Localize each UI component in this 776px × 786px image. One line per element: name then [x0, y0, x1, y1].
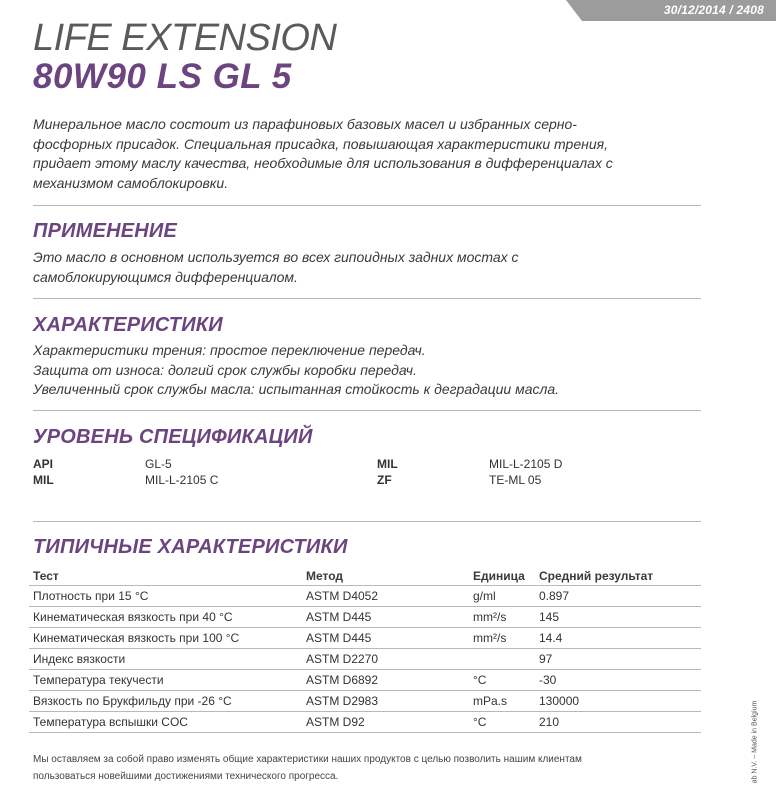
application-line: Это масло в основном используется во всех гипоидных задних мостах с	[33, 249, 519, 265]
cell-unit: °C	[473, 715, 487, 729]
cell-result: 210	[539, 715, 560, 729]
table-row	[29, 607, 701, 628]
section-divider	[33, 521, 701, 522]
cell-unit: g/ml	[473, 589, 496, 603]
cell-result: 145	[539, 610, 560, 624]
application-line: самоблокирующимся дифференциалом.	[33, 268, 298, 285]
characteristics-line: Увеличенный срок службы масла: испытанная стойкость к деградации масла.	[33, 381, 560, 397]
cell-unit: °C	[473, 673, 487, 687]
cell-method: ASTM D92	[306, 715, 365, 729]
cell-result: 97	[539, 652, 553, 666]
cell-test: Индекс вязкости	[33, 652, 126, 666]
spec-key: MIL	[33, 473, 54, 487]
cell-result: 130000	[539, 694, 580, 708]
column-header-unit: Единица	[473, 569, 525, 583]
characteristics-heading: ХАРАКТЕРИСТИКИ	[33, 314, 223, 336]
cell-result: -30	[539, 673, 557, 687]
spec-key: ZF	[377, 473, 392, 487]
vertical-imprint	[748, 700, 762, 784]
footer-disclaimer	[33, 751, 673, 785]
intro-description	[33, 115, 683, 193]
table-header-row	[29, 567, 701, 586]
cell-test: Температура текучести	[33, 673, 164, 687]
application-heading: ПРИМЕНЕНИЕ	[33, 220, 178, 242]
section-divider	[33, 410, 701, 411]
column-header-result: Средний результат	[539, 569, 654, 583]
column-header-test: Тест	[33, 569, 59, 583]
table-row	[29, 670, 701, 691]
footer-line: Мы оставляем за собой право изменять общие характеристики наших продуктов с целью позволить нашим клиентам	[33, 754, 582, 765]
spec-key: MIL	[377, 457, 398, 471]
typical-heading: ТИПИЧНЫЕ ХАРАКТЕРИСТИКИ	[33, 536, 348, 558]
spec-value: MIL-L-2105 C	[145, 473, 219, 487]
vertical-imprint-text: ab N.V. – Made in Belgium	[751, 700, 759, 784]
intro-line: фосфорных присадок. Специальная присадка, повышающая характеристики трения,	[33, 135, 608, 152]
intro-line: Минеральное масло состоит из парафиновых базовых масел и избранных серно-	[33, 116, 577, 132]
cell-test: Плотность при 15 °C	[33, 589, 149, 603]
cell-unit: mm²/s	[473, 631, 507, 645]
characteristics-text	[33, 341, 693, 400]
spec-value: MIL-L-2105 D	[489, 457, 563, 471]
cell-method: ASTM D6892	[306, 673, 379, 687]
application-text	[33, 248, 693, 287]
cell-method: ASTM D2270	[306, 652, 379, 666]
spec-value: TE-ML 05	[489, 473, 542, 487]
cell-test: Температура вспышки COC	[33, 715, 188, 729]
spec-level-heading: УРОВЕНЬ СПЕЦИФИКАЦИЙ	[33, 426, 313, 448]
table-row	[29, 649, 701, 670]
section-divider	[33, 298, 701, 299]
section-divider	[33, 205, 701, 206]
characteristics-line: Характеристики трения: простое переключение передач.	[33, 342, 426, 358]
table-row	[29, 691, 701, 712]
cell-unit: mPa.s	[473, 694, 508, 708]
cell-method: ASTM D4052	[306, 589, 379, 603]
cell-result: 14.4	[539, 631, 563, 645]
cell-method: ASTM D445	[306, 610, 372, 624]
cell-test: Вязкость по Брукфильду при -26 °C	[33, 694, 232, 708]
table-row	[29, 628, 701, 649]
product-name-title: 80W90 LS GL 5	[33, 57, 292, 96]
spec-value: GL-5	[145, 457, 172, 471]
cell-unit: mm²/s	[473, 610, 507, 624]
characteristics-line: Защита от износа: долгий срок службы коробки передач.	[33, 361, 417, 378]
column-header-method: Метод	[306, 569, 344, 583]
footer-line: пользоваться новейшими достижениями технического прогресса.	[33, 771, 339, 782]
cell-test: Кинематическая вязкость при 40 °C	[33, 610, 233, 624]
product-line-title: LIFE EXTENSION	[33, 17, 337, 59]
cell-result: 0.897	[539, 589, 570, 603]
typical-characteristics-table	[29, 567, 701, 733]
cell-test: Кинематическая вязкость при 100 °C	[33, 631, 240, 645]
table-row	[29, 712, 701, 733]
table-row	[29, 586, 701, 607]
cell-method: ASTM D445	[306, 631, 372, 645]
intro-line: механизмом самоблокировки.	[33, 174, 229, 191]
spec-key: API	[33, 457, 54, 471]
intro-line: придает этому маслу качества, необходимые для использования в дифференциалах с	[33, 155, 613, 171]
date-code: 30/12/2014 / 2408	[663, 3, 764, 17]
cell-method: ASTM D2983	[306, 694, 379, 708]
